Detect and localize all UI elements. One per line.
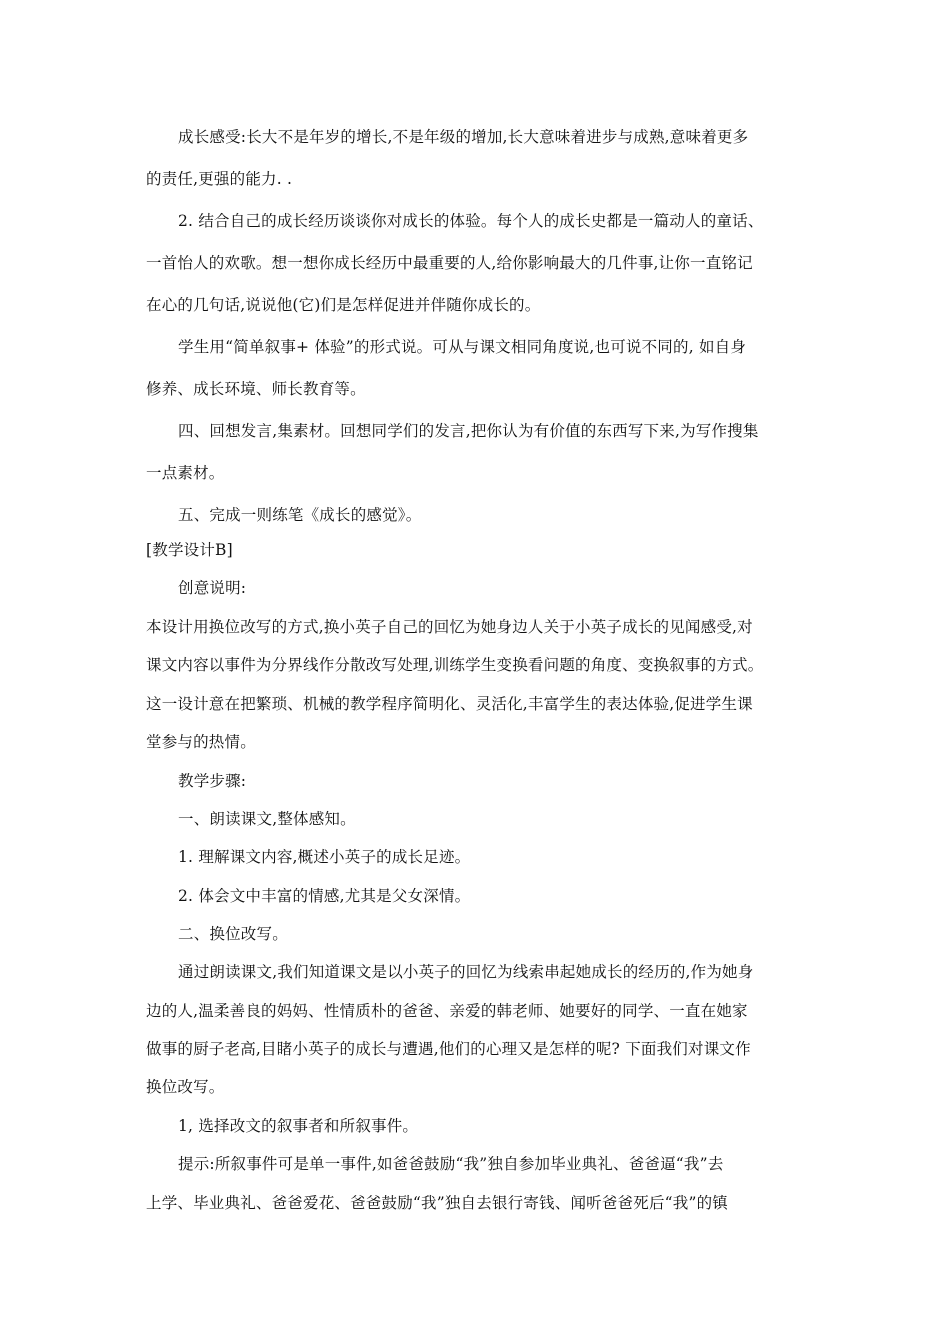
text-line: 一点素材。 [146,464,225,482]
text-line: 四、回想发言,集素材。回想同学们的发言,把你认为有价值的东西写下来,为写作搜集 [178,422,759,440]
text-line: 二、换位改写。 [178,925,288,943]
text-line: 创意说明: [178,579,247,597]
text-line: 2. 结合自己的成长经历谈谈你对成长的体验。每个人的成长史都是一篇动人的童话、 [178,212,764,230]
text-line: 堂参与的热情。 [146,733,256,751]
text-line: 这一设计意在把繁琐、机械的教学程序简明化、灵活化,丰富学生的表达体验,促进学生课 [146,695,753,713]
text-line: 教学步骤: [178,772,247,790]
text-line: 边的人,温柔善良的妈妈、性情质朴的爸爸、亲爱的韩老师、她要好的同学、一直在她家 [146,1002,748,1020]
text-line: 换位改写。 [146,1078,225,1096]
text-line: 1. 理解课文内容,概述小英子的成长足迹。 [178,848,471,866]
text-line: 2. 体会文中丰富的情感,尤其是父女深情。 [178,887,471,905]
text-line: 学生用“简单叙事+ 体验”的形式说。可从与课文相同角度说,也可说不同的, 如自身 [178,338,747,356]
text-line: 课文内容以事件为分界线作分散改写处理,训练学生变换看问题的角度、变换叙事的方式。 [146,656,764,674]
text-line: 的责任,更强的能力. . [146,170,293,188]
text-line: 做事的厨子老高,目睹小英子的成长与遭遇,他们的心理又是怎样的呢? 下面我们对课文作 [146,1040,751,1058]
text-line: 在心的几句话,说说他(它)们是怎样促进并伴随你成长的。 [146,296,541,314]
text-line: 1, 选择改文的叙事者和所叙事件。 [178,1117,419,1135]
text-line: 修养、成长环境、师长教育等。 [146,380,366,398]
text-line: 五、完成一则练笔《成长的感觉》。 [178,506,422,524]
text-line: 本设计用换位改写的方式,换小英子自己的回忆为她身边人关于小英子成长的见闻感受,对 [146,618,753,636]
text-line: 通过朗读课文,我们知道课文是以小英子的回忆为线索串起她成长的经历的,作为她身 [178,963,754,981]
text-line: 一首怡人的欢歌。想一想你成长经历中最重要的人,给你影响最大的几件事,让你一直铭记 [146,254,753,272]
text-line: 提示:所叙事件可是单一事件,如爸爸鼓励“我”独自参加毕业典礼、爸爸逼“我”去 [178,1155,724,1173]
text-line: 成长感受:长大不是年岁的增长,不是年级的增加,长大意味着进步与成熟,意味着更多 [178,128,749,146]
text-line: 一、朗读课文,整体感知。 [178,810,356,828]
text-line: 上学、毕业典礼、爸爸爱花、爸爸鼓励“我”独自去银行寄钱、闻听爸爸死后“我”的镇 [146,1194,728,1212]
section-heading: [教学设计B] [146,541,233,559]
